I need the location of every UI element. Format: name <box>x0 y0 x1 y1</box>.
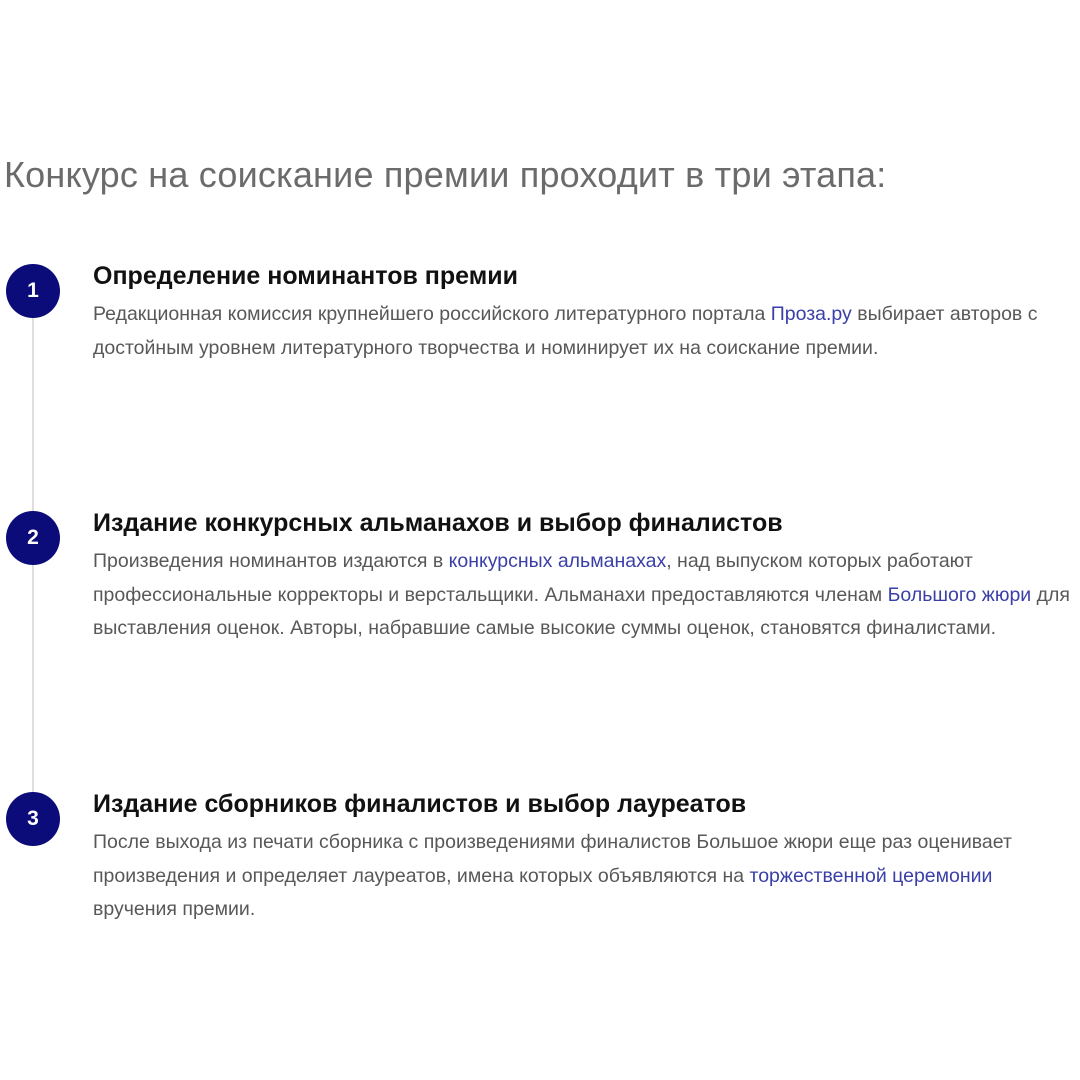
step-number-badge: 1 <box>6 264 60 318</box>
step-heading: Издание сборников финалистов и выбор лауреатов <box>93 790 747 818</box>
step-body <box>93 786 1073 927</box>
step-text-segment: Произведения номинантов издаются в <box>93 550 449 572</box>
step-text-segment: , над выпуском которых работают профессиональные корректоры и верстальщики. Альманахи предоставляются членам <box>93 550 973 606</box>
step-number-badge: 3 <box>6 792 60 846</box>
step-text-segment: для выставления оценок. Авторы, набравшие самые высокие суммы оценок, становятся финалистами. <box>93 583 1070 639</box>
step-heading: Издание конкурсных альманахов и выбор финалистов <box>93 509 783 537</box>
step-description <box>93 545 1073 646</box>
step-body <box>93 505 1073 646</box>
almanacs-link[interactable]: конкурсных альманахах <box>448 550 667 572</box>
step-text-segment: выбирает авторов с достойным уровнем литературного творчества и номинирует их на соискание премии. <box>93 303 1038 359</box>
step-text-segment: После выхода из печати сборника с произведениями финалистов Большое жюри еще раз оценивает произведения и определяет лауреатов, имена которых объявляются на <box>93 831 1012 887</box>
step-description <box>93 826 1073 927</box>
step-body <box>93 258 1073 365</box>
step-description <box>93 298 1073 365</box>
step-heading: Определение номинантов премии <box>93 262 518 290</box>
step-text-segment: вручения премии. <box>93 898 256 920</box>
proza-ru-link[interactable]: Проза.ру <box>770 303 852 325</box>
step-number-badge: 2 <box>6 511 60 565</box>
page-title: Конкурс на соискание премии проходит в три этапа: <box>4 154 887 195</box>
step-text-segment: Редакционная комиссия крупнейшего российского литературного портала <box>93 303 771 325</box>
ceremony-link[interactable]: торжественной церемонии <box>749 864 993 887</box>
grand-jury-link[interactable]: Большого жюри <box>887 583 1032 606</box>
